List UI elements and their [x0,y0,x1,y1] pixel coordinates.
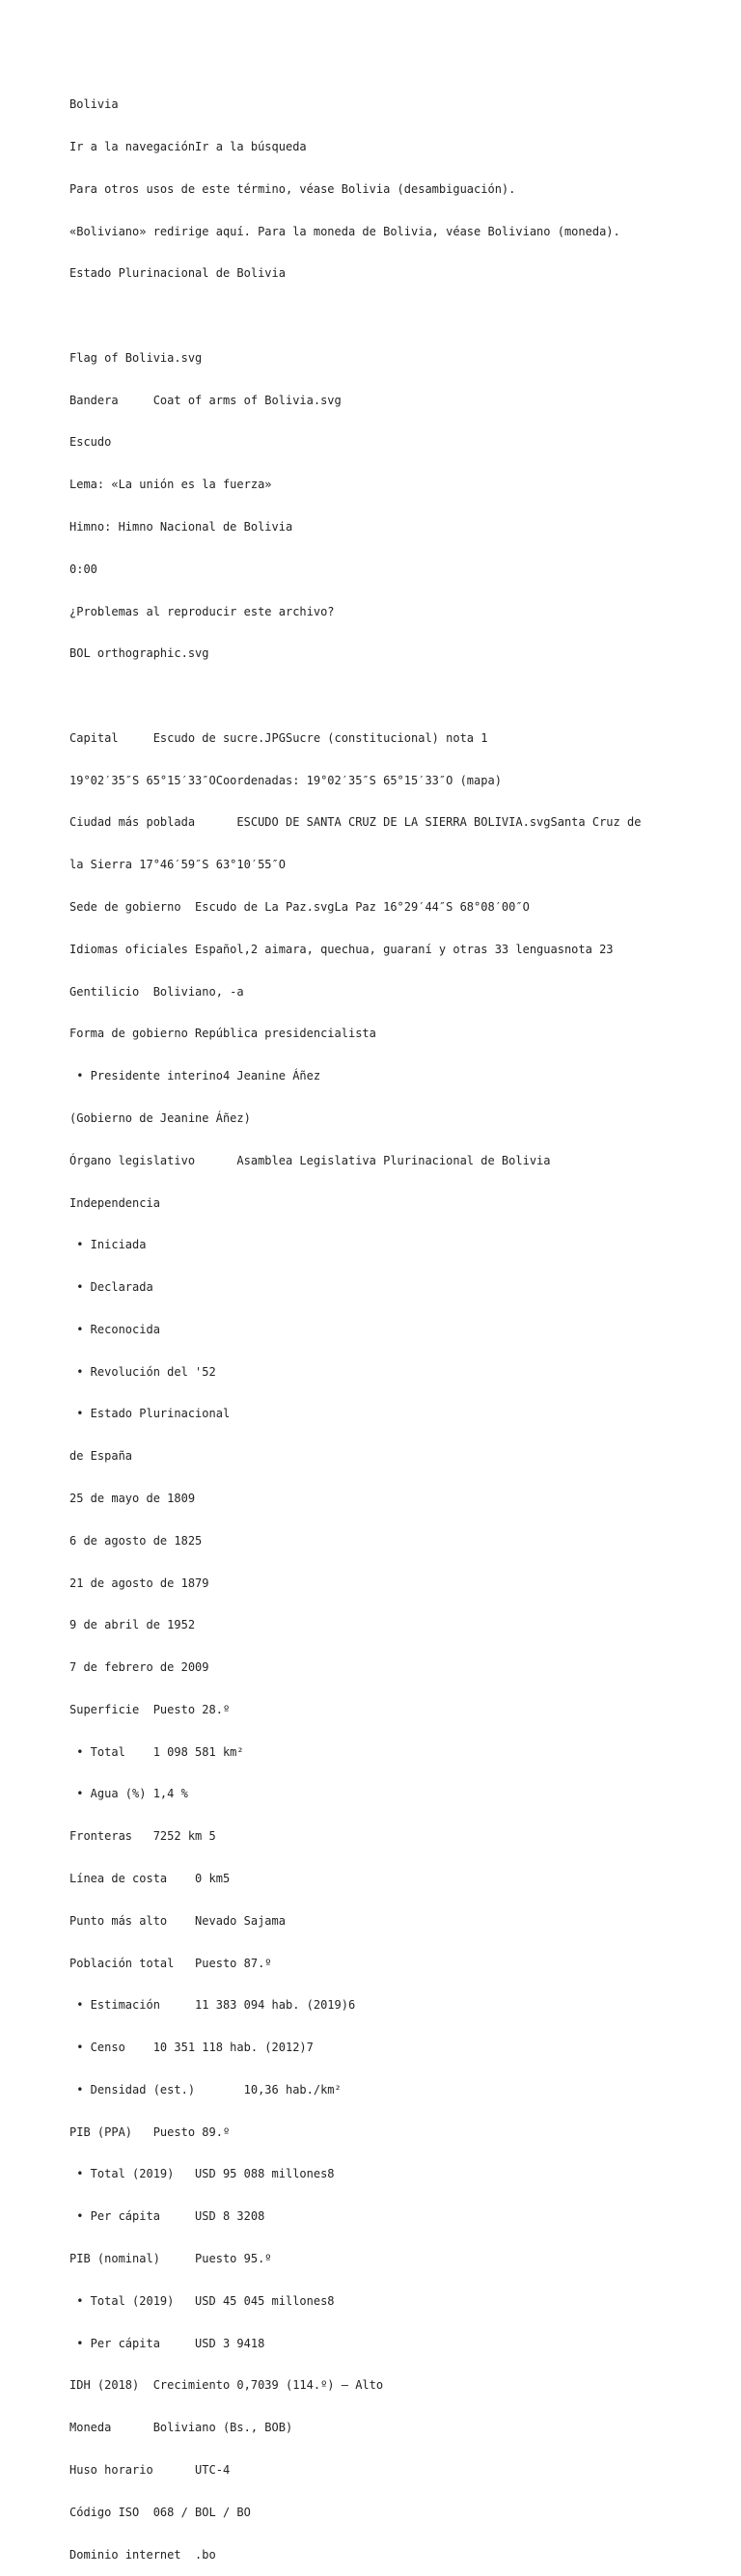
text-line: 7 de febrero de 2009 [69,1660,209,1675]
text-line: (Gobierno de Jeanine Áñez) [69,1110,251,1125]
text-line: de España [69,1449,133,1464]
text-line: Flag of Bolivia.svg [69,350,203,365]
text-line: 6 de agosto de 1825 [69,1533,203,1548]
document-text [69,69,668,2576]
text-line: Idiomas oficiales Español,2 aimara, quechua, guaraní y otras 33 lenguasnota 23 [69,942,614,956]
text-line: • Revolución del '52 [69,1364,216,1379]
text-line: • Presidente interino4 Jeanine Áñez [69,1069,321,1083]
text-line: Sede de gobierno Escudo de La Paz.svgLa Paz 16°29′44″S 68°08′00″O [69,900,530,915]
text-line: • Per cápita USD 3 9418 [69,2336,265,2350]
text-line: • Densidad (est.) 10,36 hab./km² [69,2082,342,2096]
text-line: Órgano legislativo Asamblea Legislativa Plurinacional de Bolivia [69,1153,551,1167]
text-line: 9 de abril de 1952 [69,1618,196,1632]
text-line: • Declarada [69,1280,153,1295]
text-line: 21 de agosto de 1879 [69,1576,209,1590]
text-line: Ciudad más poblada ESCUDO DE SANTA CRUZ DE LA SIERRA BOLIVIA.svgSanta Cruz de [69,815,642,830]
text-line: Punto más alto Nevado Sajama [69,1913,286,1928]
text-line: ¿Problemas al reproducir este archivo? [69,604,335,618]
text-line: Moneda Boliviano (Bs., BOB) [69,2421,293,2435]
text-line: Himno: Himno Nacional de Bolivia [69,520,293,534]
text-line: 0:00 [69,562,97,576]
text-line: • Total (2019) USD 45 045 millones8 [69,2293,335,2308]
text-line: • Per cápita USD 8 3208 [69,2209,265,2224]
text-line: • Total (2019) USD 95 088 millones8 [69,2167,335,2181]
text-line: Para otros usos de este término, véase Bolivia (desambiguación). [69,181,516,196]
text-line: • Iniciada [69,1238,147,1252]
text-line: Estado Plurinacional de Bolivia [69,266,286,281]
text-line: Bolivia [69,97,119,112]
text-line: Superficie Puesto 28.º [69,1702,231,1716]
text-line: PIB (nominal) Puesto 95.º [69,2252,272,2266]
text-line: BOL orthographic.svg [69,646,209,661]
text-line: 19°02′35″S 65°15′33″OCoordenadas: 19°02′35″S 65°15′33″O (mapa) [69,773,502,787]
text-line: IDH (2018) Crecimiento 0,7039 (114.º) – Alto [69,2378,384,2393]
text-line: 25 de mayo de 1809 [69,1491,196,1505]
blank-line [69,309,668,323]
text-line: Población total Puesto 87.º [69,1956,272,1970]
text-line: la Sierra 17°46′59″S 63°10′55″O [69,858,286,872]
text-line: Gentilicio Boliviano, -a [69,984,244,999]
text-line: Código ISO 068 / BOL / BO [69,2505,251,2519]
text-line: • Estado Plurinacional [69,1407,231,1421]
text-line: Fronteras 7252 km 5 [69,1829,216,1844]
text-line: Huso horario UTC-4 [69,2462,231,2477]
text-line: Ir a la navegaciónIr a la búsqueda [69,139,307,153]
text-line: • Censo 10 351 118 hab. (2012)7 [69,2041,314,2055]
text-line: Bandera Coat of arms of Bolivia.svg [69,393,342,407]
text-line: Forma de gobierno República presidencialista [69,1027,376,1041]
text-line: PIB (PPA) Puesto 89.º [69,2124,231,2139]
text-line: Línea de costa 0 km5 [69,1872,231,1885]
text-line: «Boliviano» redirige aquí. Para la moneda de Bolivia, véase Boliviano (moneda). [69,224,620,238]
text-line: • Reconocida [69,1322,160,1336]
text-line: • Agua (%) 1,4 % [69,1787,188,1801]
text-line: Dominio internet .bo [69,2547,216,2562]
text-line: • Total 1 098 581 km² [69,1744,244,1759]
text-line: Independencia [69,1195,160,1210]
text-line: Lema: «La unión es la fuerza» [69,478,272,492]
blank-line [69,689,668,703]
text-line: • Estimación 11 383 094 hab. (2019)6 [69,1998,356,2013]
text-line: Escudo [69,435,112,450]
text-line: Capital Escudo de sucre.JPGSucre (constitucional) nota 1 [69,730,488,745]
